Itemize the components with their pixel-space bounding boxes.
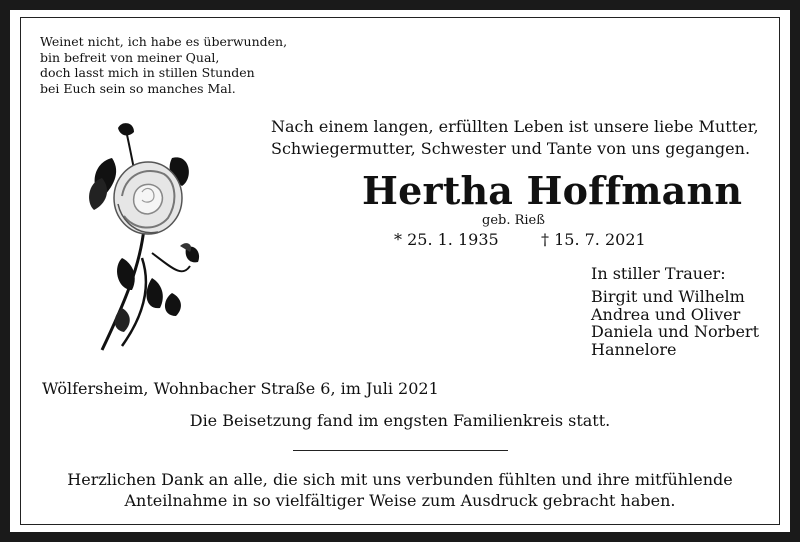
birth-name: geb. Rieß bbox=[482, 213, 545, 228]
family-list bbox=[591, 288, 759, 358]
poem-line: Weinet nicht, ich habe es überwunden, bbox=[40, 34, 288, 49]
thanks-text bbox=[0, 469, 800, 511]
intro-text bbox=[271, 116, 759, 160]
birth-date: * 25. 1. 1935 bbox=[394, 230, 499, 249]
family-member: Andrea und Oliver bbox=[591, 304, 741, 324]
intro-line: Schwiegermutter, Schwester und Tante von uns gegangen. bbox=[271, 139, 751, 158]
intro-line: Nach einem langen, erfüllten Leben ist unsere liebe Mutter, bbox=[271, 117, 759, 136]
deceased-name: Hertha Hoffmann bbox=[362, 168, 743, 213]
poem-line: doch lasst mich in stillen Stunden bbox=[40, 65, 255, 80]
thanks-line: Herzlichen Dank an alle, die sich mit uns verbunden fühlten und ihre mitfühlende bbox=[67, 470, 733, 489]
thanks-line: Anteilnahme in so vielfältiger Weise zum Ausdruck gebracht haben. bbox=[124, 491, 676, 510]
poem-line: bin befreit von meiner Qual, bbox=[40, 49, 220, 65]
divider-line bbox=[293, 450, 508, 451]
family-member: Birgit und Wilhelm bbox=[591, 287, 745, 306]
place-and-date: Wölfersheim, Wohnbacher Straße 6, im Juli 2021 bbox=[42, 379, 439, 398]
poem bbox=[40, 34, 287, 96]
mourning-label: In stiller Trauer: bbox=[591, 264, 726, 283]
burial-note: Die Beisetzung fand im engsten Familienkreis statt. bbox=[189, 411, 611, 430]
family-member: Hannelore bbox=[591, 339, 677, 359]
poem-line: bei Euch sein so manches Mal. bbox=[40, 80, 236, 96]
rose-illustration bbox=[82, 118, 212, 358]
family-member: Daniela und Norbert bbox=[591, 322, 760, 341]
death-date: † 15. 7. 2021 bbox=[541, 230, 646, 249]
